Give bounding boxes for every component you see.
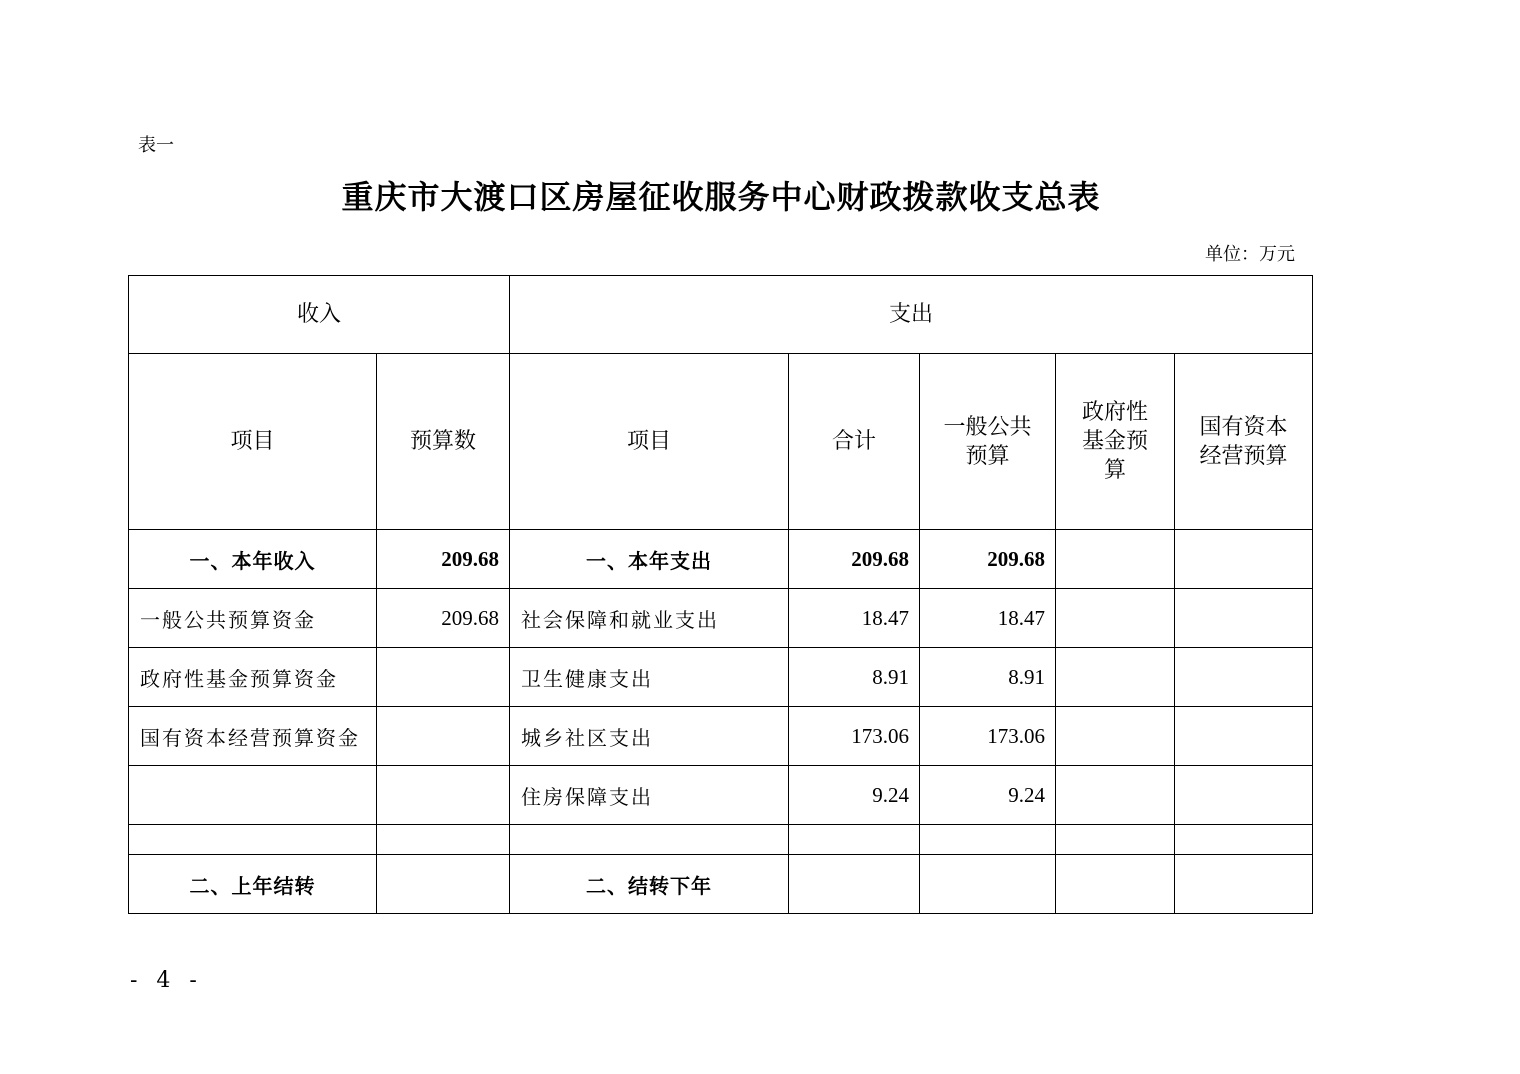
total-cell: 9.24 [789, 766, 920, 825]
state-capital-cell [1175, 855, 1313, 914]
table-row [129, 855, 1313, 914]
gov-fund-cell [1056, 648, 1175, 707]
general-cell: 173.06 [920, 707, 1056, 766]
gov-fund-cell [1056, 707, 1175, 766]
general-cell: 209.68 [920, 530, 1056, 589]
state-capital-cell [1175, 766, 1313, 825]
income-header: 收入 [129, 276, 510, 354]
state-capital-cell [1175, 648, 1313, 707]
expense-item-cell [510, 825, 789, 855]
general-cell: 18.47 [920, 589, 1056, 648]
budget-amount-header: 预算数 [377, 354, 510, 530]
total-cell: 8.91 [789, 648, 920, 707]
gov-fund-budget-header: 政府性 基金预 算 [1056, 354, 1175, 530]
income-amount-cell [377, 707, 510, 766]
income-item-cell: 一般公共预算资金 [129, 589, 377, 648]
income-amount-cell: 209.68 [377, 589, 510, 648]
total-cell [789, 825, 920, 855]
table-row [129, 589, 1313, 648]
gov-fund-cell [1056, 855, 1175, 914]
income-amount-cell [377, 648, 510, 707]
page-title: 重庆市大渡口区房屋征收服务中心财政拨款收支总表 [341, 178, 1101, 216]
general-public-budget-header: 一般公共 预算 [920, 354, 1056, 530]
income-item-cell: 国有资本经营预算资金 [129, 707, 377, 766]
gov-fund-cell [1056, 825, 1175, 855]
income-amount-cell [377, 855, 510, 914]
expense-item-cell: 住房保障支出 [510, 766, 789, 825]
table-row [129, 766, 1313, 825]
expense-header: 支出 [510, 276, 1313, 354]
income-item-header: 项目 [129, 354, 377, 530]
income-amount-cell: 209.68 [377, 530, 510, 589]
table-row [129, 707, 1313, 766]
total-cell: 18.47 [789, 589, 920, 648]
income-item-cell [129, 825, 377, 855]
income-amount-cell [377, 825, 510, 855]
expense-item-cell: 城乡社区支出 [510, 707, 789, 766]
gov-fund-cell [1056, 530, 1175, 589]
expense-item-cell: 二、结转下年 [510, 855, 789, 914]
income-item-cell: 一、本年收入 [129, 530, 377, 589]
expense-item-header: 项目 [510, 354, 789, 530]
total-cell: 173.06 [789, 707, 920, 766]
income-item-cell: 政府性基金预算资金 [129, 648, 377, 707]
state-capital-cell [1175, 589, 1313, 648]
gov-fund-cell [1056, 589, 1175, 648]
total-cell: 209.68 [789, 530, 920, 589]
page-number: - 4 - [130, 968, 203, 993]
gov-fund-cell [1056, 766, 1175, 825]
general-cell: 9.24 [920, 766, 1056, 825]
income-item-cell: 二、上年结转 [129, 855, 377, 914]
expense-item-cell: 卫生健康支出 [510, 648, 789, 707]
general-cell [920, 855, 1056, 914]
table-row [129, 530, 1313, 589]
table-label: 表一 [138, 135, 174, 156]
expense-item-cell: 社会保障和就业支出 [510, 589, 789, 648]
total-cell [789, 855, 920, 914]
state-capital-cell [1175, 530, 1313, 589]
total-header: 合计 [789, 354, 920, 530]
expense-item-cell: 一、本年支出 [510, 530, 789, 589]
general-cell [920, 825, 1056, 855]
general-cell: 8.91 [920, 648, 1056, 707]
state-capital-cell [1175, 707, 1313, 766]
budget-table [128, 275, 1313, 914]
income-amount-cell [377, 766, 510, 825]
unit-label: 单位：万元 [1205, 244, 1295, 265]
state-capital-cell [1175, 825, 1313, 855]
income-item-cell [129, 766, 377, 825]
table-row [129, 825, 1313, 855]
state-capital-budget-header: 国有资本 经营预算 [1175, 354, 1313, 530]
table-row [129, 648, 1313, 707]
